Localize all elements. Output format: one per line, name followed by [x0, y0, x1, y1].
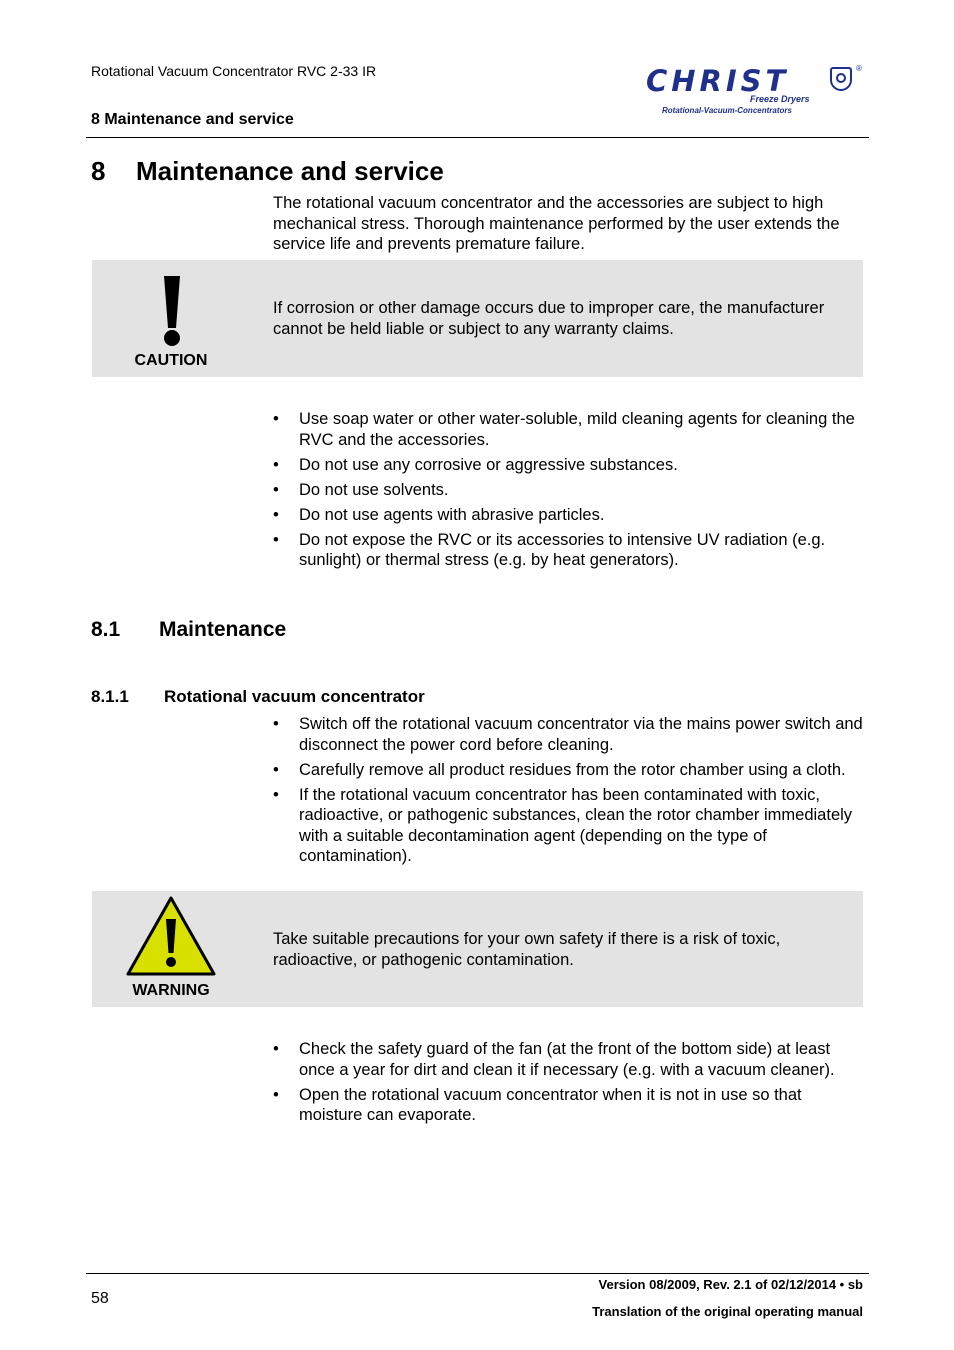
section-heading-maintenance — [91, 618, 286, 642]
section-number: 8.1 — [91, 618, 121, 641]
subsection-number: 8.1.1 — [91, 687, 129, 706]
exclamation-icon — [130, 268, 214, 352]
header-product-title: Rotational Vacuum Concentrator RVC 2-33 IR — [91, 63, 377, 79]
christ-logo — [644, 64, 866, 120]
list-item: • Carefully remove all product residues from the rotor chamber using a cloth. — [273, 760, 869, 781]
caution-box — [92, 260, 863, 377]
chapter-intro: The rotational vacuum concentrator and the accessories are subject to high mechanical stress. Thorough maintenance performed by the user extends the service life and prevents premature failure. — [273, 194, 840, 253]
footer-divider — [86, 1273, 869, 1274]
logo-wordmark: CHRIST — [646, 64, 790, 98]
footer-version: Version 08/2009, Rev. 2.1 of 02/12/2014 • sb — [598, 1277, 863, 1292]
final-list — [273, 1039, 869, 1130]
logo-emblem-icon — [830, 67, 852, 91]
warning-box — [92, 891, 863, 1007]
list-item: • Switch off the rotational vacuum concentrator via the mains power switch and disconnect the power cord before cleaning. — [273, 714, 869, 755]
list-item: • Do not expose the RVC or its accessories to intensive UV radiation (e.g. sunlight) or thermal stress (e.g. by heat generators). — [273, 530, 869, 571]
logo-tagline-freeze-dryers: Freeze Dryers — [750, 94, 810, 104]
rvc-list — [273, 714, 869, 871]
header-divider — [86, 137, 869, 138]
list-item: • If the rotational vacuum concentrator has been contaminated with toxic, radioactive, or pathogenic substances, clean the rotor chamber immediately with a suitable decontamination agent (depending on the type of contamination). — [273, 785, 869, 867]
list-item: • Do not use any corrosive or aggressive substances. — [273, 455, 869, 476]
warning-triangle-icon — [125, 895, 217, 977]
section-title: Maintenance — [159, 618, 287, 641]
warning-text: Take suitable precautions for your own safety if there is a risk of toxic, radioactive, or pathogenic contamination. — [273, 930, 781, 969]
header-section-title: 8 Maintenance and service — [91, 111, 294, 128]
chapter-heading — [91, 156, 444, 187]
list-item: • Do not use solvents. — [273, 480, 869, 501]
caution-label: CAUTION — [134, 352, 208, 369]
subsection-title: Rotational vacuum concentrator — [164, 687, 425, 706]
chapter-number: 8 — [91, 156, 106, 186]
care-list — [273, 409, 869, 575]
list-item: • Use soap water or other water-soluble, mild cleaning agents for cleaning the RVC and the accessories. — [273, 409, 869, 450]
subsection-heading-rvc — [91, 687, 425, 707]
chapter-title: Maintenance and service — [136, 156, 444, 186]
registered-mark-icon: ® — [856, 64, 862, 73]
logo-tagline-rvc: Rotational-Vacuum-Concentrators — [662, 106, 792, 115]
list-item: • Check the safety guard of the fan (at the front of the bottom side) at least once a year for dirt and clean it if necessary (e.g. with a vacuum cleaner). — [273, 1039, 869, 1080]
warning-label: WARNING — [132, 982, 210, 999]
caution-text: If corrosion or other damage occurs due to improper care, the manufacturer cannot be held liable or subject to any warranty claims. — [273, 299, 825, 338]
list-item: • Open the rotational vacuum concentrator when it is not in use so that moisture can evaporate. — [273, 1085, 869, 1126]
list-item: • Do not use agents with abrasive particles. — [273, 505, 869, 526]
page-number: 58 — [91, 1290, 109, 1307]
footer-translation-note: Translation of the original operating manual — [592, 1304, 863, 1319]
